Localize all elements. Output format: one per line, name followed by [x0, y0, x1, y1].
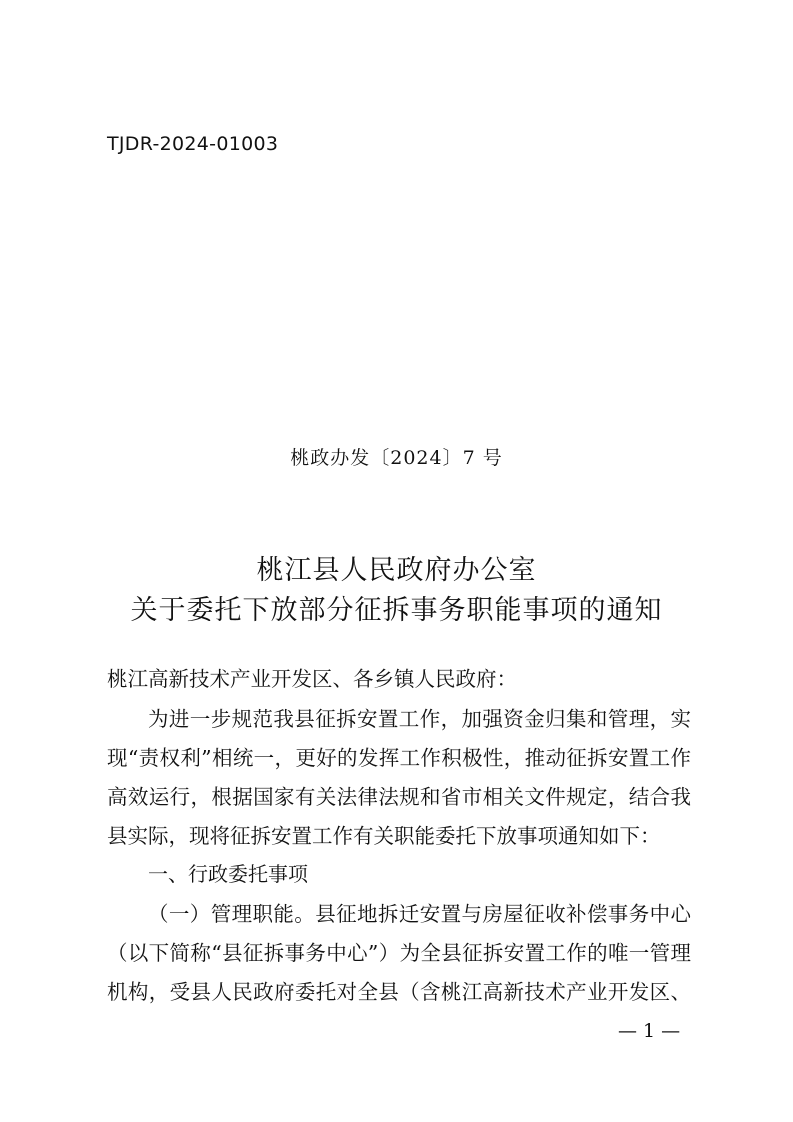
- document-title-line-1: 桃江县人民政府办公室: [256, 555, 537, 586]
- subsection-line-1: [107, 902, 691, 926]
- intro-paragraph-line-2: 现“责权利”相统一，更好的发挥工作积极性，推动征拆安置工作: [107, 746, 691, 770]
- subsection-heading: （一）管理职能。: [148, 902, 316, 926]
- intro-paragraph-line-1: 为进一步规范我县征拆安置工作，加强资金归集和管理，实: [148, 707, 691, 731]
- intro-paragraph-line-4: 县实际，现将征拆安置工作有关职能委托下放事项通知如下：: [107, 824, 661, 848]
- document-number: 桃政办发〔2024〕7 号: [290, 447, 503, 469]
- section-heading: 一、行政委托事项: [148, 862, 308, 886]
- page-number: — 1 —: [618, 1020, 681, 1042]
- subsection-line-1-text: 县征地拆迁安置与房屋征收补偿事务中心: [315, 902, 692, 926]
- addressee: 桃江高新技术产业开发区、各乡镇人民政府：: [107, 667, 517, 691]
- document-code: TJDR-2024-01003: [107, 133, 279, 155]
- document-title-line-2: 关于委托下放部分征拆事务职能事项的通知: [130, 595, 663, 626]
- subsection-line-3: 机构，受县人民政府委托对全县（含桃江高新技术产业开发区、: [107, 980, 691, 1004]
- subsection-line-2: （以下简称“县征拆事务中心”）为全县征拆安置工作的唯一管理: [107, 941, 691, 965]
- intro-paragraph-line-3: 高效运行，根据国家有关法律法规和省市相关文件规定，结合我: [107, 785, 691, 809]
